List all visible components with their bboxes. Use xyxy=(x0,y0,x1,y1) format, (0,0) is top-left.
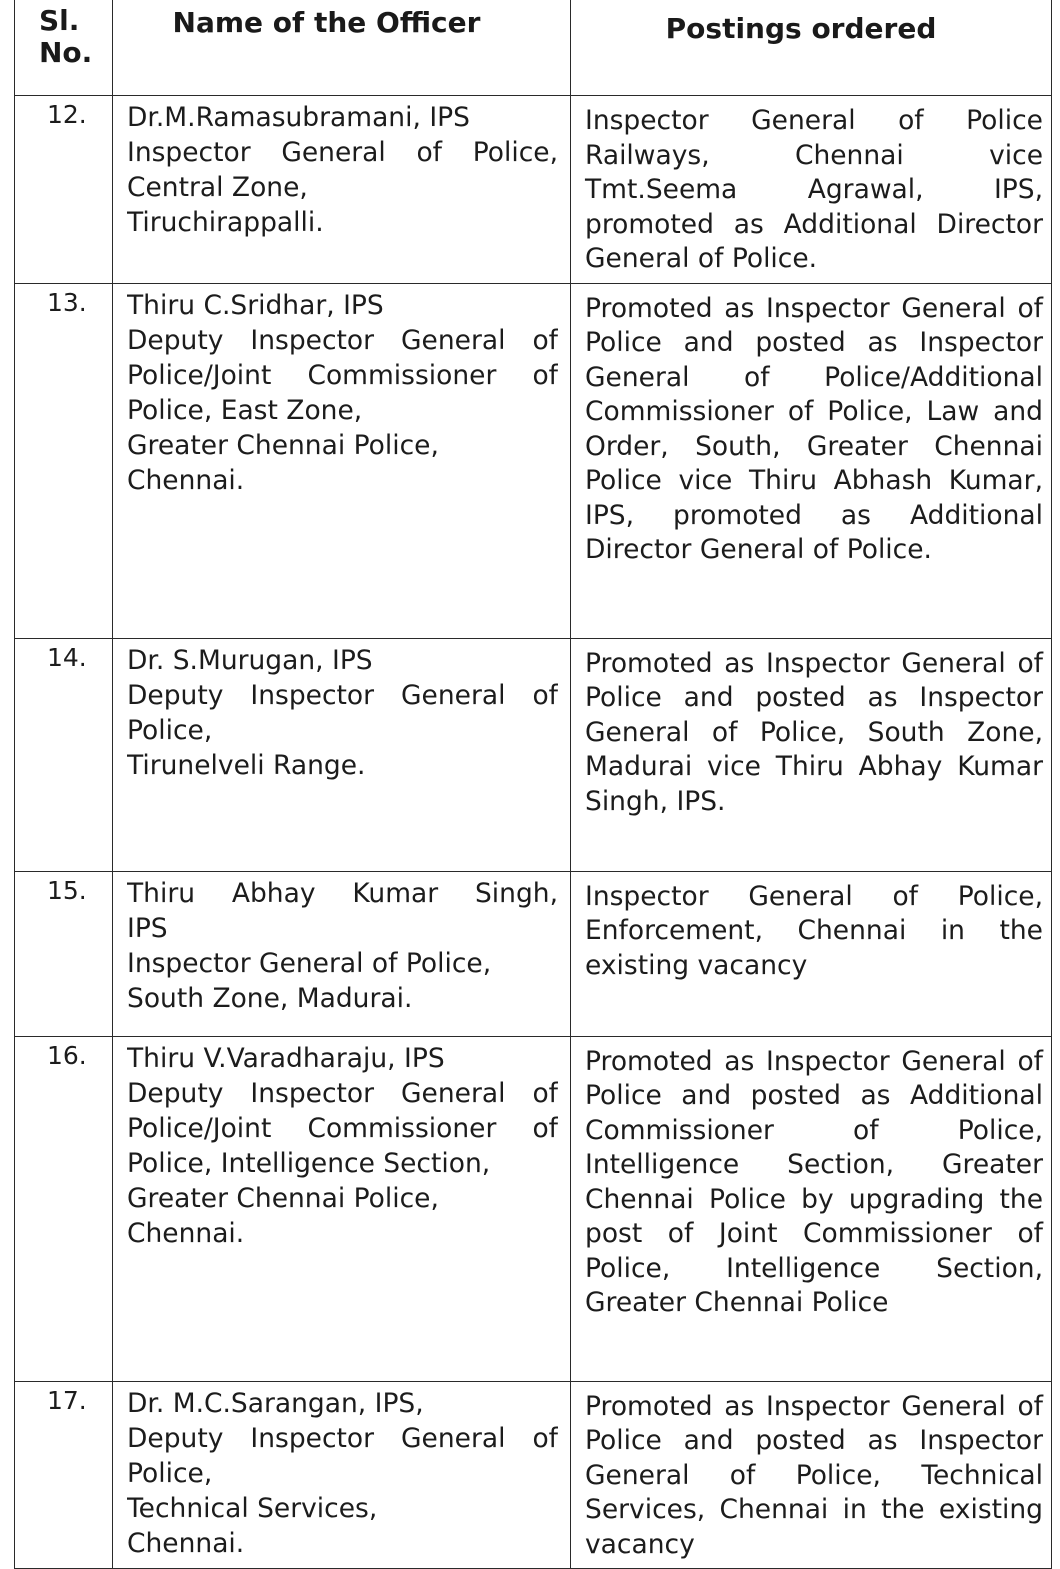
officer-name-line: Dr.M.Ramasubramani, IPS xyxy=(127,102,470,133)
officer-name-cell xyxy=(113,96,571,284)
serial-number-cell: 14. xyxy=(15,638,113,871)
header-postings-ordered: Postings ordered xyxy=(571,0,1052,96)
table-row xyxy=(15,638,1052,871)
table-row xyxy=(15,283,1052,638)
officer-name-line: Tiruchirappalli. xyxy=(127,207,324,238)
officer-name-line: Dr. M.C.Sarangan, IPS, xyxy=(127,1387,424,1419)
officer-name-line: Deputy Inspector General of xyxy=(127,679,558,711)
posting-ordered-cell: Promoted as Inspector General of Police and posted as Inspector General of Police/Additional Commissioner of Police, Law and Order, South, Greater Chennai Police vice Thiru Abhash Kumar, IPS, promoted as Additional Director General of Police. xyxy=(571,283,1052,638)
officer-name-cell xyxy=(113,1036,571,1381)
officer-name-line: Deputy Inspector General of xyxy=(127,1422,558,1454)
posting-ordered-cell: Inspector General of Police, Enforcement, Chennai in the existing vacancy xyxy=(571,871,1052,1036)
officer-name-line: Chennai. xyxy=(127,1217,245,1249)
serial-number-cell: 13. xyxy=(15,283,113,638)
posting-ordered-cell: Inspector General of Police Railways, Chennai vice Tmt.Seema Agrawal, IPS, promoted as Additional Director General of Police. xyxy=(571,96,1052,284)
officer-name-line: Deputy Inspector General of xyxy=(127,324,558,356)
officer-name-cell xyxy=(113,871,571,1036)
officer-name-line: Police, East Zone, xyxy=(127,394,363,426)
table-row xyxy=(15,871,1052,1036)
serial-number-cell: 15. xyxy=(15,871,113,1036)
header-officer-name: Name of the Officer xyxy=(113,0,571,96)
officer-name-cell xyxy=(113,1381,571,1569)
officer-name-line: Greater Chennai Police, xyxy=(127,429,439,461)
serial-number-cell: 16. xyxy=(15,1036,113,1381)
serial-number-cell: 17. xyxy=(15,1381,113,1569)
officer-name-line: Chennai. xyxy=(127,1527,245,1559)
table-header-row xyxy=(15,0,1052,96)
officer-name-line: Inspector General of Police, xyxy=(127,137,558,168)
officer-name-line: IPS xyxy=(127,912,168,944)
officer-name-line: Thiru V.Varadharaju, IPS xyxy=(127,1042,445,1074)
postings-table xyxy=(14,0,1052,1569)
officer-name-line: Chennai. xyxy=(127,464,245,496)
officer-name-line: South Zone, Madurai. xyxy=(127,982,413,1014)
serial-number-cell: 12. xyxy=(15,96,113,284)
officer-name-line: Deputy Inspector General of xyxy=(127,1077,558,1109)
posting-ordered-cell: Promoted as Inspector General of Police and posted as Inspector General of Police, Technical Services, Chennai in the existing vacancy xyxy=(571,1381,1052,1569)
officer-name-line: Police, Intelligence Section, xyxy=(127,1147,491,1179)
table-row xyxy=(15,1036,1052,1381)
table-row xyxy=(15,1381,1052,1569)
officer-name-line: Dr. S.Murugan, IPS xyxy=(127,644,373,676)
officer-name-line: Inspector General of Police, xyxy=(127,947,492,979)
officer-name-line: Technical Services, xyxy=(127,1492,378,1524)
officer-name-line: Thiru Abhay Kumar Singh, xyxy=(127,877,558,909)
officer-name-line: Police/Joint Commissioner of xyxy=(127,359,558,391)
officer-name-line: Tirunelveli Range. xyxy=(127,749,366,781)
header-sl-no xyxy=(15,0,113,96)
posting-ordered-cell: Promoted as Inspector General of Police and posted as Additional Commissioner of Police, Intelligence Section, Greater Chennai Police by upgrading the post of Joint Commissioner of Police, Intelligence Section, Greater Chennai Police xyxy=(571,1036,1052,1381)
table-row xyxy=(15,96,1052,284)
header-sl-no-line1: Sl. xyxy=(39,4,80,37)
officer-name-line: Police, xyxy=(127,1457,213,1489)
officer-name-cell xyxy=(113,283,571,638)
officer-name-line: Thiru C.Sridhar, IPS xyxy=(127,289,384,321)
officer-name-line: Greater Chennai Police, xyxy=(127,1182,439,1214)
officer-name-line: Police, xyxy=(127,714,213,746)
officer-name-cell xyxy=(113,638,571,871)
officer-name-line: Central Zone, xyxy=(127,172,308,203)
officer-name-line: Police/Joint Commissioner of xyxy=(127,1112,558,1144)
header-sl-no-line2: No. xyxy=(39,36,93,69)
posting-ordered-cell: Promoted as Inspector General of Police and posted as Inspector General of Police, South Zone, Madurai vice Thiru Abhay Kumar Singh, IPS. xyxy=(571,638,1052,871)
